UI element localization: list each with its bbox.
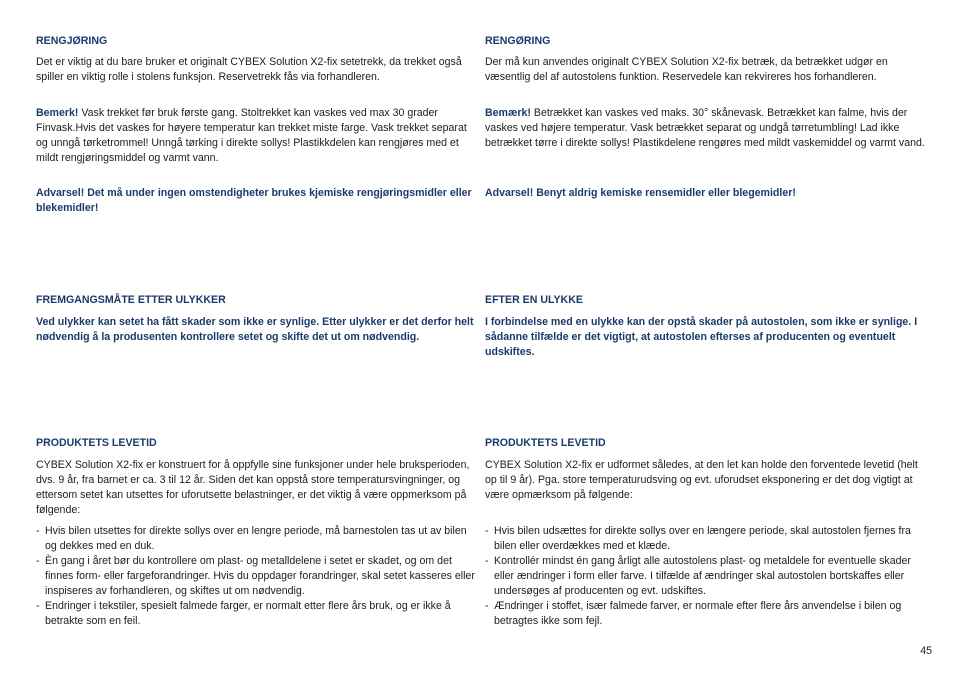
cleaning-intro: Der må kun anvendes originalt CYBEX Solution X2-fix betræk, da betrækket udgør en væsentlig del af autostolens funktion. Reservedele kan rekvireres hos forhandleren. [485,56,888,83]
lifetime-heading: PRODUKTETS LEVETID [36,437,157,449]
cleaning-warning: Advarsel! Benyt aldrig kemiske rensemidler eller blegemidler! [485,187,796,199]
note-text: Betrækket kan vaskes ved maks. 30° skånevask. Betrækket kan falme, hvis der vaskes ved højere temperatur. Vask betrækket separat og undgå tørretumbling! Lad ikke betrækket tørre i direkte sollys! Plastikdelene rengøres med mildt vaskemiddel og varmt vand. [485,107,925,149]
cleaning-note [36,106,476,166]
list-item: - Èn gang i året bør du kontrollere om plast- og metalldelene i setet er skadet, og om det finnes form- eller fargeforandringer. Hvis du oppdager forandringer, skal setet kasseres eller inspiseres av forhandleren, og skiftes ut om nødvendig. [36,554,476,599]
lifetime-intro: CYBEX Solution X2-fix er konstruert for å oppfylle sine funksjoner under hele bruksperioden, dvs. 9 år, fra barnet er ca. 3 til 12 år. Siden det kan oppstå store temperatursvingninger, og ettersom setet kan utsettes for uforutsette belastninger, er det viktig å være oppmerksom på følgende: [36,459,470,516]
list-item: - Hvis bilen utsettes for direkte sollys over en lengre periode, må barnestolen tas ut av bilen og dekkes med en duk. [36,524,476,554]
cleaning-warning: Advarsel! Det må under ingen omstendigheter brukes kjemiske rengjøringsmidler eller blekemidler! [36,187,472,214]
lifetime-heading: PRODUKTETS LEVETID [485,437,606,449]
list-item: - Ændringer i stoffet, især falmede farver, er normale efter flere års anvendelse i bilen og betragtes ikke som fejl. [485,599,925,629]
cleaning-note [485,106,925,151]
accident-text: I forbindelse med en ulykke kan der opstå skader på autostolen, som ikke er synlige. I sådanne tilfælde er det vigtigt, at autostolen efterses af producenten og eventuelt udskiftes. [485,316,918,358]
page-number: 45 [920,645,932,657]
cleaning-intro: Det er viktig at du bare bruker et originalt CYBEX Solution X2-fix setetrekk, da trekket også spiller en viktig rolle i stolens funksjon. Reservetrekk fås via forhandleren. [36,56,462,83]
note-text: Vask trekket før bruk første gang. Stoltrekket kan vaskes ved max 30 grader Finvask.Hvis det vaskes for høyere temperatur kan trekket miste farge. Vask trekket separat og unngå tørketrommel! Unngå tørking i direkte sollys! Plastikkdelen kan rengjøres med et mildt rengjøringsmiddel og varmt vann. [36,107,467,164]
note-label: Bemærk! [485,107,531,119]
cleaning-heading: RENGØRING [485,35,551,47]
list-item: - Kontrollér mindst én gang årligt alle autostolens plast- og metaldele for eventuelle skader eller ændringer i form eller farve. I tilfælde af ændringer skal autostolen bortskaffes eller undersøges af producenten og evt. udskiftes. [485,554,925,599]
lifetime-list [485,524,925,629]
note-label: Bemerk! [36,107,79,119]
lifetime-list [36,524,476,629]
list-item: - Endringer i tekstiler, spesielt falmede farger, er normalt etter flere års bruk, og er ikke å betrakte som en feil. [36,599,476,629]
accident-heading: FREMGANGSMÅTE ETTER ULYKKER [36,294,226,306]
list-item: - Hvis bilen udsættes for direkte sollys over en længere periode, skal autostolen fjernes fra bilen eller overdækkes med et klæde. [485,524,925,554]
accident-heading: EFTER EN ULYKKE [485,294,583,306]
lifetime-intro: CYBEX Solution X2-fix er udformet således, at den let kan holde den forventede levetid (helt op til 9 år). Pga. store temperaturudsving og evt. uforudset eksponering er det dog vigtigt at være opmærksom på følgende: [485,459,918,501]
cleaning-heading: RENGJØRING [36,35,108,47]
accident-text: Ved ulykker kan setet ha fått skader som ikke er synlige. Etter ulykker er det derfor helt nødvendig å la produsenten kontrollere setet og skifte det ut om nødvendig. [36,316,474,343]
